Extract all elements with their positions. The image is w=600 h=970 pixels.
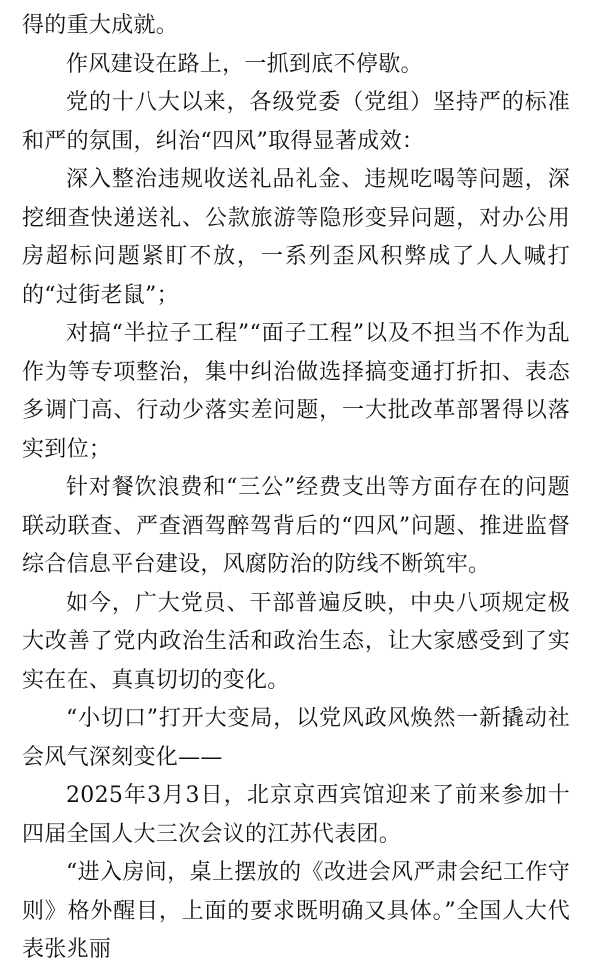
- paragraph: 2025年3月3日，北京京西宾馆迎来了前来参加十四届全国人大三次会议的江苏代表团。: [22, 783, 570, 847]
- paragraph: 深入整治违规收送礼品礼金、违规吃喝等问题，深挖细查快递送礼、公款旅游等隐形变异问题，对办公用房超标问题紧盯不放，一系列歪风积弊成了人人喊打的“过街老鼠”；: [22, 167, 570, 308]
- paragraph: 党的十八大以来，各级党委（党组）坚持严的标准和严的氛围，纠治“四风”取得显著成效：: [22, 90, 570, 154]
- paragraph-heading-style-line: 作风建设在路上，一抓到底不停歇。: [66, 51, 423, 77]
- paragraph: 如今，广大党员、干部普遍反映，中央八项规定极大改善了党内政治生活和政治生态，让大家感受到了实实在在、真真切切的变化。: [22, 590, 570, 693]
- paragraph-continuation: 得的重大成就。: [22, 13, 179, 38]
- paragraph: “小切口”打开大变局，以党风政风焕然一新撬动社会风气深刻变化——: [22, 706, 570, 770]
- paragraph: 针对餐饮浪费和“三公”经费支出等方面存在的问题联动联查、严查酒驾醉驾背后的“四风”问题、推进监督综合信息平台建设，风腐防治的防线不断筑牢。: [22, 475, 570, 577]
- paragraph: 对搞“半拉子工程”“面子工程”以及不担当不作为乱作为等专项整治，集中纠治做选择搞变通打折扣、表态多调门高、行动少落实差问题，一大批改革部署得以落实到位；: [22, 321, 570, 462]
- paragraph: “进入房间，桌上摆放的《改进会风严肃会纪工作守则》格外醒目，上面的要求既明确又具体。”全国人大代表张兆丽: [22, 860, 570, 962]
